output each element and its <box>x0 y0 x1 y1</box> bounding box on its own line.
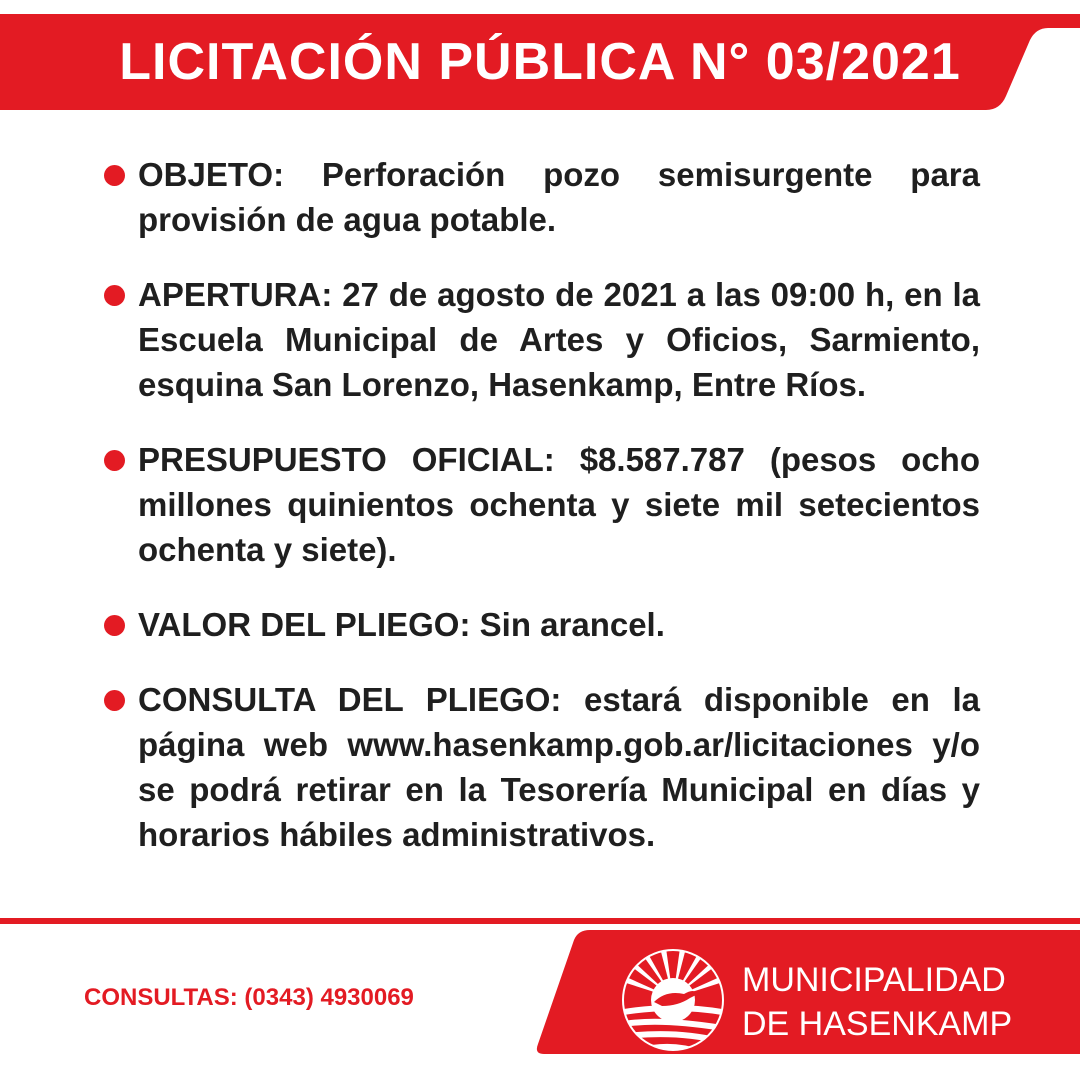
footer-divider <box>0 918 1080 924</box>
bullet-dot <box>104 285 125 306</box>
org-line-2: DE HASENKAMP <box>742 1005 1013 1043</box>
item-label: CONSULTA DEL PLIEGO: <box>138 681 562 718</box>
item-label: APERTURA: <box>138 276 333 313</box>
item-label: PRESUPUESTO OFICIAL: <box>138 441 555 478</box>
list-item-apertura <box>104 272 980 407</box>
notice-body <box>104 152 980 887</box>
item-label: OBJETO: <box>138 156 285 193</box>
bullet-dot <box>104 165 125 186</box>
item-text: 27 de agosto de 2021 a las 09:00 h, en la Escuela Municipal de Artes y Oficios, Sarmiento, esquina San Lorenzo, Hasenkamp, Entre Ríos. <box>138 276 980 403</box>
header-banner <box>0 0 1080 112</box>
list-item-presupuesto <box>104 437 980 572</box>
item-text: estará disponible en la página web www.hasenkamp.gob.ar/licitaciones y/o se podrá retirar en la Tesorería Municipal en días y horarios hábiles administrativos. <box>138 681 980 853</box>
org-line-1: MUNICIPALIDAD <box>742 961 1006 999</box>
list-item-consulta-pliego <box>104 677 980 857</box>
bullet-dot <box>104 450 125 471</box>
organization-name <box>742 958 1012 1046</box>
list-item-objeto <box>104 152 980 242</box>
item-text: $8.587.787 (pesos ocho millones quinientos ochenta y siete mil setecientos ochenta y siete). <box>138 441 980 568</box>
item-label: VALOR DEL PLIEGO: <box>138 606 471 643</box>
page-title: LICITACIÓN PÚBLICA N° 03/2021 <box>119 33 961 91</box>
item-text: Sin arancel. <box>479 606 665 643</box>
item-text: Perforación pozo semisurgente para provisión de agua potable. <box>138 156 981 238</box>
list-item-valor-pliego <box>104 602 980 647</box>
municipality-logo-icon <box>618 948 728 1052</box>
bullet-dot <box>104 615 125 636</box>
bullet-dot <box>104 690 125 711</box>
consultas-phone: CONSULTAS: (0343) 4930069 <box>84 984 414 1011</box>
